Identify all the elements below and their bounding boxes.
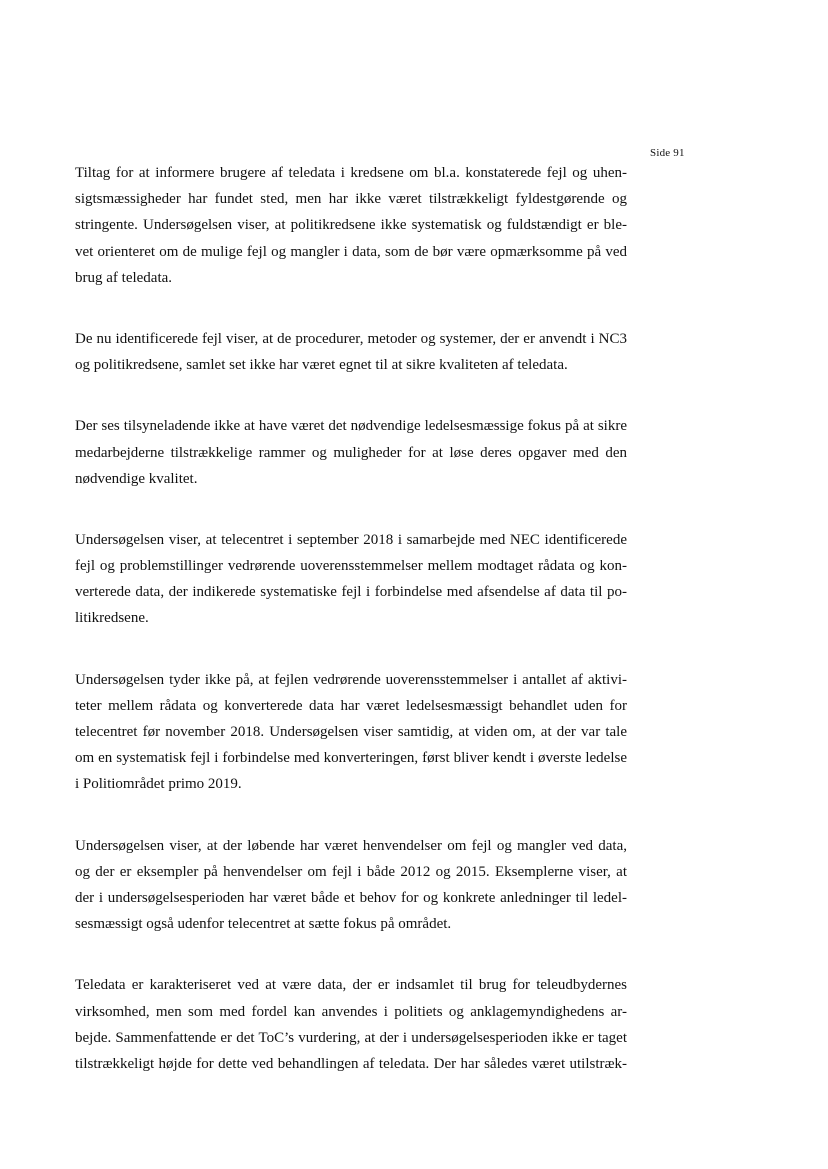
text-line: teter mellem rådata og konverterede data har været ledelsesmæssigt behandlet uden for [75, 697, 627, 714]
text-line: om en systematisk fejl i forbindelse med konverteringen, først bliver kendt i øverste ledelse [75, 750, 627, 767]
paragraph [75, 972, 627, 1077]
text-line: vet orienteret om de mulige fejl og mangler i data, som de bør være opmærksomme på ved [75, 243, 627, 260]
text-line: brug af teledata. [75, 269, 173, 286]
text-line: der i undersøgelsesperioden har været både et behov for og konkrete anledninger til ledel- [75, 889, 627, 906]
text-line: telecentret før november 2018. Undersøgelsen viser samtidig, at viden om, at der var tale [75, 724, 627, 740]
text-line: verterede data, der indikerede systematiske fejl i forbindelse med afsendelse af data til po- [75, 584, 627, 601]
text-line: Tiltag for at informere brugere af teledata i kredsene om bl.a. konstaterede fejl og uhen- [75, 165, 627, 181]
text-line: stringente. Undersøgelsen viser, at politikredsene ikke systematisk og fuldstændigt er ble- [75, 217, 627, 234]
paragraph [75, 326, 627, 378]
text-line: medarbejderne tilstrækkelige rammer og muligheder for at løse deres opgaver med den [75, 444, 627, 461]
text-line: virksomhed, men som med fordel kan anvendes i politiets og anklagemyndighedens ar- [75, 1003, 627, 1020]
paragraph [75, 833, 627, 938]
text-line: litikredsene. [75, 610, 149, 627]
paragraph [75, 160, 627, 291]
text-line: fejl og problemstillinger vedrørende uoverensstemmelser mellem modtaget rådata og kon- [75, 558, 627, 575]
text-line: og politikredsene, samlet set ikke har været egnet til at sikre kvaliteten af teledata. [75, 357, 568, 374]
document-body [75, 160, 627, 1112]
page-number: Side 91 [650, 147, 685, 159]
text-line: sesmæssigt også udenfor telecentret at sætte fokus på området. [75, 916, 452, 933]
paragraph [75, 413, 627, 492]
text-line: i Politiområdet primo 2019. [75, 776, 242, 793]
text-line: Undersøgelsen tyder ikke på, at fejlen vedrørende uoverensstemmelser i antallet af aktivi- [75, 671, 627, 688]
text-line: bejde. Sammenfattende er det ToC’s vurdering, at der i undersøgelsesperioden ikke er taget [75, 1029, 627, 1046]
text-line: og der er eksempler på henvendelser om fejl i både 2012 og 2015. Eksemplerne viser, at [75, 863, 627, 880]
text-line: Teledata er karakteriseret ved at være data, der er indsamlet til brug for teleudbydernes [75, 977, 627, 994]
text-line: Undersøgelsen viser, at der løbende har været henvendelser om fejl og mangler ved data, [75, 837, 627, 854]
text-line: De nu identificerede fejl viser, at de procedurer, metoder og systemer, der er anvendt i NC3 [75, 330, 627, 347]
text-line: Der ses tilsyneladende ikke at have været det nødvendige ledelsesmæssige fokus på at sikre [75, 418, 627, 435]
text-line: Undersøgelsen viser, at telecentret i september 2018 i samarbejde med NEC identificerede [75, 531, 627, 548]
paragraph [75, 527, 627, 632]
text-line: tilstrækkeligt højde for dette ved behandlingen af teledata. Der har således været utilstræk- [75, 1055, 627, 1072]
text-line: sigtsmæssigheder har fundet sted, men har ikke været tilstrækkeligt fyldestgørende og [75, 191, 627, 208]
paragraph [75, 667, 627, 798]
text-line: nødvendige kvalitet. [75, 470, 198, 487]
